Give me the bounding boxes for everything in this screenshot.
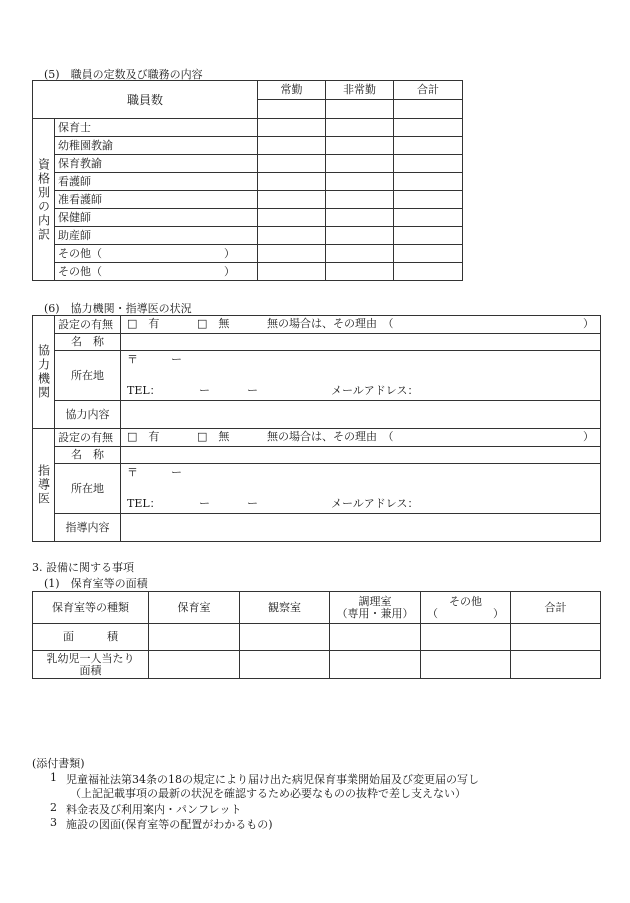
setting-row xyxy=(121,316,601,334)
attachment-text-2: 料金表及び利用案内・パンフレット xyxy=(66,803,242,816)
address-field[interactable] xyxy=(121,351,601,401)
cell[interactable] xyxy=(394,137,463,155)
cell[interactable] xyxy=(326,100,394,119)
row-label-other-2 xyxy=(55,263,258,281)
cell[interactable] xyxy=(511,624,601,651)
row-label: 保育教諭 xyxy=(55,155,258,173)
reason-close: ） xyxy=(583,317,594,330)
cell[interactable] xyxy=(326,137,394,155)
other-close: ） xyxy=(224,264,236,278)
row-label: 保育士 xyxy=(55,119,258,137)
attachment-num-3: 3 xyxy=(50,816,57,829)
cell[interactable] xyxy=(394,191,463,209)
cell[interactable] xyxy=(326,227,394,245)
postal-mark: 〒 xyxy=(127,353,138,366)
header-parttime: 非常勤 xyxy=(326,81,394,100)
cell[interactable] xyxy=(394,100,463,119)
header-nursery-room: 保育室 xyxy=(149,592,240,624)
tel-dash: ー xyxy=(247,497,258,510)
cell[interactable] xyxy=(326,191,394,209)
cell[interactable] xyxy=(326,263,394,281)
reason-close: ） xyxy=(583,430,594,443)
header-room-type: 保育室等の種類 xyxy=(33,592,149,624)
staff-table xyxy=(32,80,463,281)
area-label: 面 積 xyxy=(33,624,149,651)
other-close: ） xyxy=(224,246,236,260)
kitchen-sub: （専用・兼用） xyxy=(336,606,414,620)
cell[interactable] xyxy=(394,155,463,173)
name-field[interactable] xyxy=(121,447,601,464)
header-total: 合計 xyxy=(394,81,463,100)
content-field[interactable] xyxy=(121,401,601,429)
name-label: 名 称 xyxy=(55,447,121,464)
cell[interactable] xyxy=(326,155,394,173)
row-label-other-1 xyxy=(55,245,258,263)
cell[interactable] xyxy=(394,263,463,281)
checkbox-yes[interactable]: □ 有 xyxy=(127,317,160,330)
checkbox-no[interactable]: □ 無 xyxy=(197,317,230,330)
email-label: メールアドレス： xyxy=(331,497,419,510)
cell[interactable] xyxy=(240,651,330,679)
cell[interactable] xyxy=(258,227,326,245)
tel-label: TEL： xyxy=(127,497,161,510)
cell[interactable] xyxy=(394,119,463,137)
cell[interactable] xyxy=(149,651,240,679)
header-observation-room: 観察室 xyxy=(240,592,330,624)
header-total: 合計 xyxy=(511,592,601,624)
row-label: 幼稚園教諭 xyxy=(55,137,258,155)
cooperation-side-label: 協力機関 xyxy=(33,316,55,429)
header-fulltime: 常勤 xyxy=(258,81,326,100)
header-kitchen xyxy=(330,592,421,624)
postal-dash: ー xyxy=(171,466,182,479)
email-label: メールアドレス： xyxy=(331,384,419,397)
reason-label: 無の場合は、その理由 （ xyxy=(267,430,394,443)
attachment-num-2: 2 xyxy=(50,801,57,814)
header-other xyxy=(421,592,511,624)
cell[interactable] xyxy=(421,651,511,679)
cell[interactable] xyxy=(330,624,421,651)
staff-count-header: 職員数 xyxy=(33,81,258,119)
cell[interactable] xyxy=(258,191,326,209)
section5-heading: (5) 職員の定数及び職務の内容 xyxy=(44,68,203,81)
per-child-line1: 乳幼児一人当たり xyxy=(46,651,135,665)
address-label: 所在地 xyxy=(55,351,121,401)
other-label: その他（ xyxy=(58,264,102,278)
other-sub: （ ） xyxy=(427,606,504,620)
cell[interactable] xyxy=(421,624,511,651)
attachment-text-3: 施設の図面(保育室等の配置がわかるもの) xyxy=(66,818,273,831)
kitchen-label: 調理室 xyxy=(358,594,392,608)
setting-row xyxy=(121,429,601,447)
per-child-area-label xyxy=(33,651,149,679)
attachment-num-1: 1 xyxy=(50,771,57,784)
content-field[interactable] xyxy=(121,514,601,542)
cell[interactable] xyxy=(258,209,326,227)
cell[interactable] xyxy=(330,651,421,679)
attachments-heading: (添付書類) xyxy=(32,757,85,770)
address-label: 所在地 xyxy=(55,464,121,514)
cell[interactable] xyxy=(326,209,394,227)
cell[interactable] xyxy=(258,263,326,281)
cell[interactable] xyxy=(149,624,240,651)
setting-label: 設定の有無 xyxy=(55,429,121,447)
other-label: その他（ xyxy=(58,246,102,260)
tel-dash: ー xyxy=(199,497,210,510)
cell[interactable] xyxy=(394,227,463,245)
name-label: 名 称 xyxy=(55,334,121,351)
cell[interactable] xyxy=(258,119,326,137)
setting-label: 設定の有無 xyxy=(55,316,121,334)
cell[interactable] xyxy=(511,651,601,679)
other-label: その他 xyxy=(449,594,482,608)
cell[interactable] xyxy=(394,245,463,263)
per-child-line2: 面積 xyxy=(79,663,102,677)
reason-label: 無の場合は、その理由 （ xyxy=(267,317,394,330)
cell[interactable] xyxy=(240,624,330,651)
cell[interactable] xyxy=(258,137,326,155)
content-label: 指導内容 xyxy=(55,514,121,542)
tel-dash: ー xyxy=(199,384,210,397)
cell[interactable] xyxy=(258,173,326,191)
postal-dash: ー xyxy=(171,353,182,366)
content-label: 協力内容 xyxy=(55,401,121,429)
section3-heading: 3. 設備に関する事項 xyxy=(32,561,134,574)
qualification-side-label: 資格別の内訳 xyxy=(33,119,55,281)
section3-subheading: (1) 保育室等の面積 xyxy=(44,577,148,590)
doctor-side-label: 指導医 xyxy=(33,429,55,542)
address-field[interactable] xyxy=(121,464,601,514)
row-label: 保健師 xyxy=(55,209,258,227)
row-label: 看護師 xyxy=(55,173,258,191)
cell[interactable] xyxy=(258,245,326,263)
cell[interactable] xyxy=(326,173,394,191)
postal-mark: 〒 xyxy=(127,466,138,479)
section6-heading: (6) 協力機関・指導医の状況 xyxy=(44,302,192,315)
checkbox-no[interactable]: □ 無 xyxy=(197,430,230,443)
cell[interactable] xyxy=(394,209,463,227)
room-area-table xyxy=(32,591,601,679)
attachment-text-1-note: （上記記載事項の最新の状況を確認するため必要なものの抜粋で差し支えない） xyxy=(70,787,466,800)
tel-dash: ー xyxy=(247,384,258,397)
cell[interactable] xyxy=(258,155,326,173)
cell[interactable] xyxy=(258,100,326,119)
cell[interactable] xyxy=(326,245,394,263)
row-label: 助産師 xyxy=(55,227,258,245)
tel-label: TEL： xyxy=(127,384,161,397)
row-label: 准看護師 xyxy=(55,191,258,209)
attachment-text-1: 児童福祉法第34条の18の規定により届け出た病児保育事業開始届及び変更届の写し xyxy=(66,773,479,786)
cell[interactable] xyxy=(326,119,394,137)
checkbox-yes[interactable]: □ 有 xyxy=(127,430,160,443)
cell[interactable] xyxy=(394,173,463,191)
cooperation-table xyxy=(32,315,601,542)
name-field[interactable] xyxy=(121,334,601,351)
